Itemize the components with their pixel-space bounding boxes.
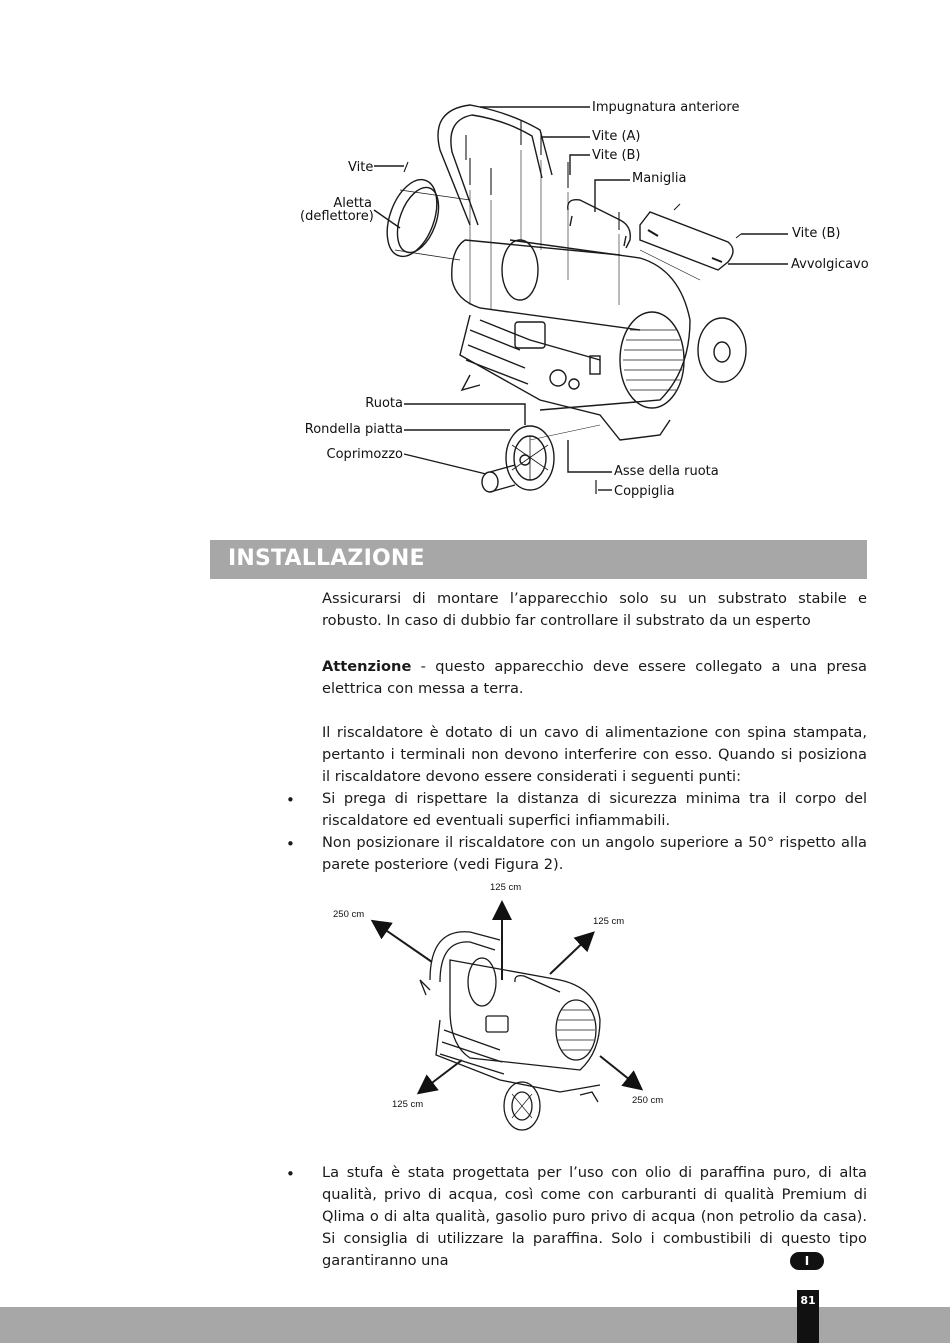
clearance-top-left: 250 cm [333, 909, 365, 920]
paragraph-substrate: Assicurarsi di montare l’apparecchio solo su un substrato stabile e robusto. In caso di dubbio far controllare il substrato da un esperto [322, 590, 867, 629]
heater-exploded-drawing [0, 0, 950, 510]
label-screw-b-top: Vite (B) [592, 148, 641, 163]
paragraph-warning [322, 656, 867, 700]
label-cord-wrap: Avvolgicavo [791, 257, 869, 272]
bullet-marker: • [286, 1165, 295, 1183]
label-front-handle: Impugnatura anteriore [592, 100, 740, 115]
label-wheel-axle: Asse della ruota [614, 464, 719, 479]
label-hub-cap: Coprimozzo [326, 447, 403, 462]
bullet-angle: Non posizionare il riscaldatore con un angolo superiore a 50° rispetto alla parete posteriore (vedi Figura 2). [322, 834, 867, 873]
section-header-bar [210, 540, 867, 579]
paragraph-cable: Il riscaldatore è dotato di un cavo di alimentazione con spina stampata, pertanto i terminali non devono interferire con esso. Quando si posiziona il riscaldatore devono essere considerati i seguenti punti: [322, 724, 867, 785]
bullet-marker: • [286, 835, 295, 853]
clearance-top-right: 125 cm [593, 916, 625, 927]
clearance-top: 125 cm [490, 882, 522, 893]
label-handle: Maniglia [632, 171, 687, 186]
label-screw-a: Vite (A) [592, 129, 641, 144]
section-title: INSTALLAZIONE [228, 546, 425, 571]
warning-label: Attenzione [322, 658, 412, 675]
page-number: 81 [800, 1294, 816, 1307]
heater-clearance-drawing [0, 870, 950, 1130]
label-deflector: Aletta (deflettore) [300, 196, 374, 224]
clearance-bottom-right: 250 cm [632, 1095, 664, 1106]
page-number-tab [797, 1290, 819, 1343]
label-cotter-pin: Coppiglia [614, 484, 675, 499]
label-flat-washer: Rondella piatta [304, 422, 403, 437]
bullet-safety-distance: Si prega di rispettare la distanza di sicurezza minima tra il corpo del riscaldatore ed eventuali superfici infiammabili. [322, 790, 867, 829]
label-screw-b-right: Vite (B) [792, 226, 841, 241]
exploded-diagram [0, 0, 950, 510]
label-wheel: Ruota [365, 396, 403, 411]
label-screw: Vite [348, 160, 374, 175]
language-badge: I [790, 1252, 824, 1270]
clearance-bottom-left: 125 cm [392, 1099, 424, 1110]
clearance-diagram [0, 870, 950, 1130]
bullet-fuel: La stufa è stata progettata per l’uso con olio di paraffina puro, di alta qualità, privo di acqua, così come con carburanti di qualità Premium di Qlima o di alta qualità, gasolio puro privo di acqua (non petrolio da casa). Si consiglia di utilizzare la paraffina. Solo i combustibili di questo tipo garantiranno una [322, 1164, 867, 1269]
warning-text: - questo apparecchio deve essere collegato a una presa elettrica con messa a terra. [322, 658, 867, 697]
bullet-marker: • [286, 791, 295, 809]
